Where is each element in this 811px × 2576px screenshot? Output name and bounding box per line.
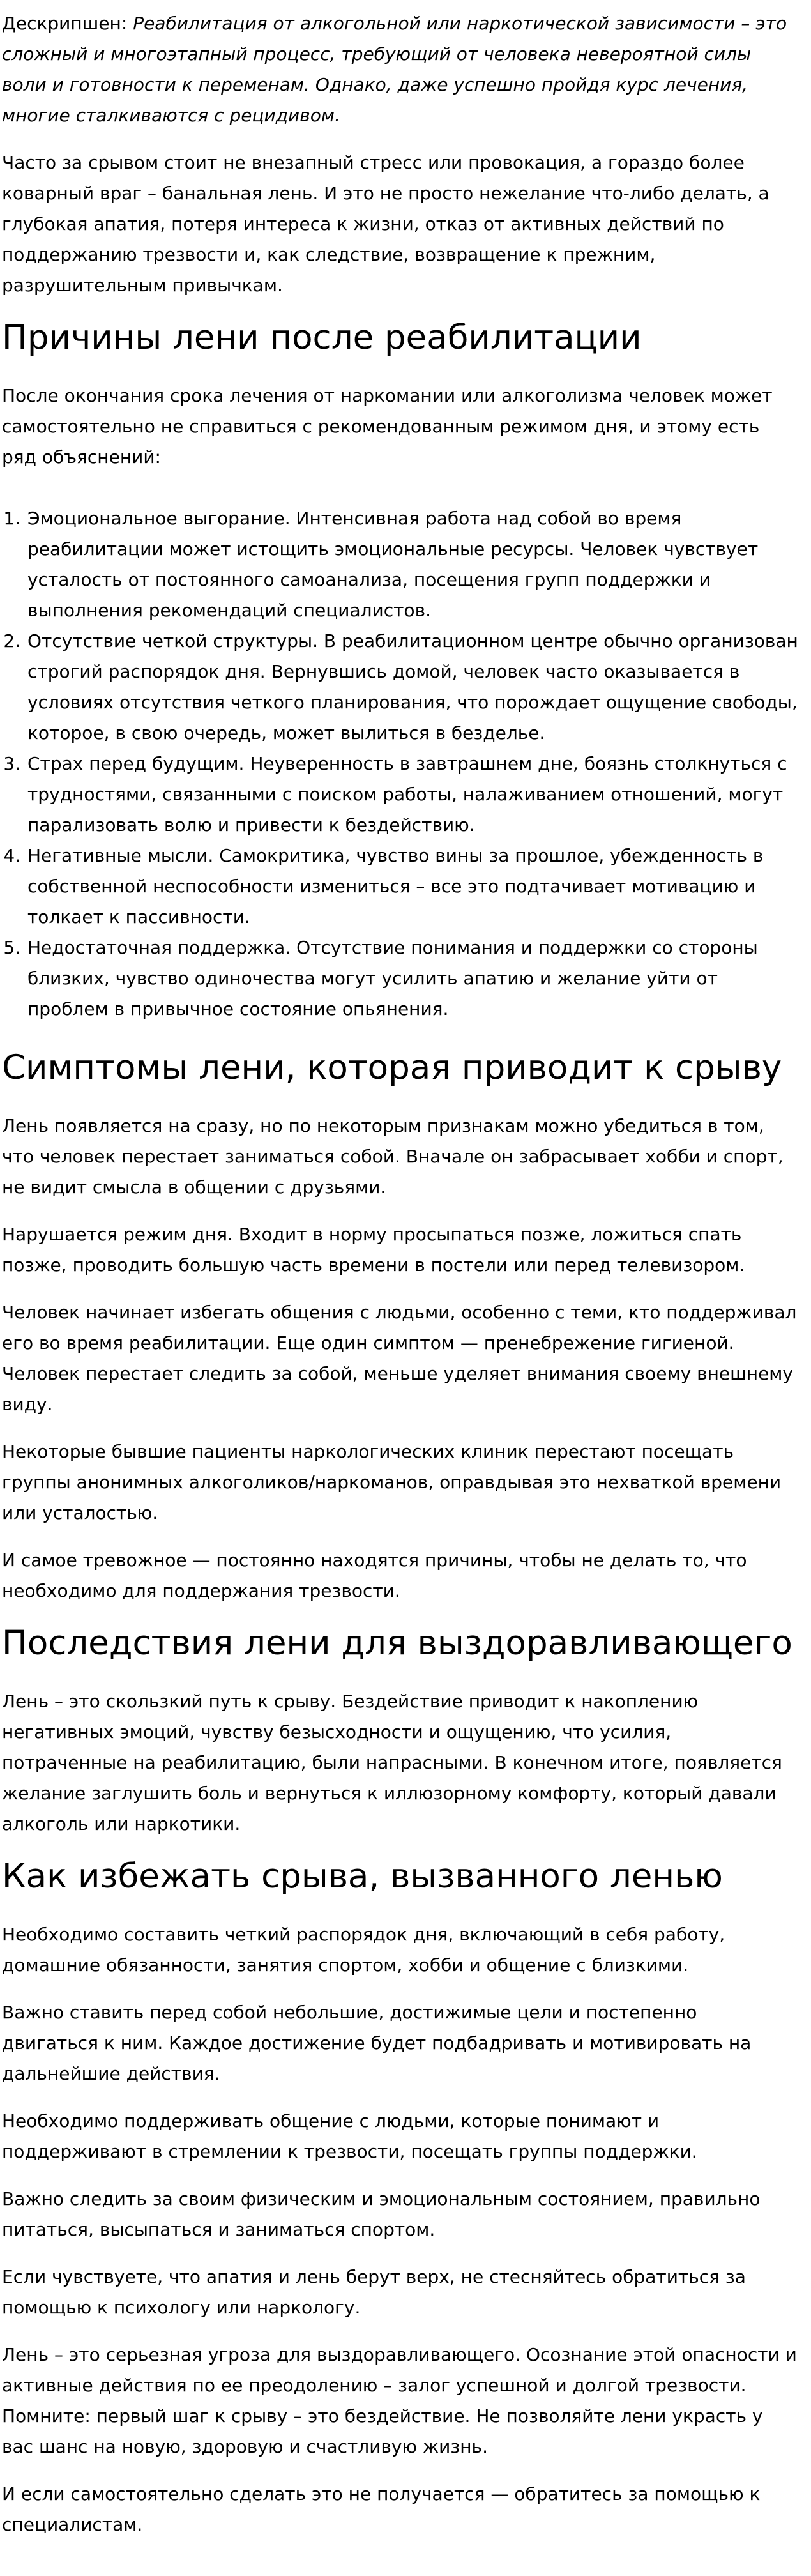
section-heading-causes: Причины лени после реабилитации [2, 318, 642, 357]
description-label: Дескрипшен: [2, 13, 133, 34]
list-item: 2. Отсутствие четкой структуры. В реабилитационном центре обычно организован строгий распорядок дня. Вернувшись домой, человек часто оказывается в условиях отсутствия четкого планирования, что порождает ощущение свободы, которое, в свою очередь, может вылиться в безделье. [26, 626, 798, 749]
paragraph: Если чувствуете, что апатия и лень берут верх, не стесняйтесь обратиться за помощью к психологу или наркологу. [2, 2266, 746, 2318]
causes-list [2, 503, 798, 1025]
paragraph: Необходимо составить четкий распорядок дня, включающий в себя работу, домашние обязанности, занятия спортом, хобби и общение с близкими. [2, 1924, 725, 1976]
paragraph: Нарушается режим дня. Входит в норму просыпаться позже, ложиться спать позже, проводить большую часть времени в постели или перед телевизором. [2, 1224, 745, 1276]
paragraph: И самое тревожное — постоянно находятся причины, чтобы не делать то, что необходимо для поддержания трезвости. [2, 1550, 747, 1601]
section-heading-avoid: Как избежать срыва, вызванного ленью [2, 1857, 723, 1896]
document-page [0, 8, 811, 2576]
paragraph: Лень – это скользкий путь к срыву. Бездействие приводит к накоплению негативных эмоций, чувству безысходности и ощущению, что усилия, потраченные на реабилитацию, были напрасными. В конечном итоге, появляется желание заглушить боль и вернуться к иллюзорному комфорту, который давали алкоголь или наркотики. [2, 1691, 782, 1834]
paragraph: Лень появляется на сразу, но по некоторым признакам можно убедиться в том, что человек перестает заниматься собой. Вначале он забрасывает хобби и спорт, не видит смысла в общении с друзьями. [2, 1115, 784, 1198]
paragraph: И если самостоятельно сделать это не получается — обратитесь за помощью к специалистам. [2, 2483, 761, 2535]
paragraph: Необходимо поддерживать общение с людьми, которые понимают и поддерживают в стремлении к трезвости, посещать группы поддержки. [2, 2110, 697, 2162]
list-item: 1. Эмоциональное выгорание. Интенсивная работа над собой во время реабилитации может истощить эмоциональные ресурсы. Человек чувствует усталость от постоянного самоанализа, посещения групп поддержки и выполнения рекомендаций специалистов. [26, 503, 798, 626]
paragraph: Некоторые бывшие пациенты наркологических клиник перестают посещать группы анонимных алкоголиков/наркоманов, оправдывая это нехваткой времени или усталостью. [2, 1441, 782, 1523]
causes-intro-paragraph: После окончания срока лечения от наркомании или алкоголизма человек может самостоятельно не справиться с рекомендованным режимом дня, и этому есть ряд объяснений: [2, 385, 773, 468]
intro-paragraph: Часто за срывом стоит не внезапный стресс или провокация, а гораздо более коварный враг – банальная лень. И это не просто нежелание что-либо делать, а глубокая апатия, потеря интереса к жизни, отказ от активных действий по поддержанию трезвости и, как следствие, возвращение к прежним, разрушительным привычкам. [2, 152, 769, 296]
section-heading-consequences: Последствия лени для выздоравливающего [2, 1624, 792, 1663]
list-item: 5. Недостаточная поддержка. Отсутствие понимания и поддержки со стороны близких, чувство одиночества могут усилить апатию и желание уйти от проблем в привычное состояние опьянения. [26, 933, 798, 1025]
description-italic-text: Реабилитация от алкогольной или наркотической зависимости – это сложный и многоэтапный процесс, требующий от человека невероятной силы воли и готовности к переменам. Однако, даже успешно пройдя курс лечения, многие сталкиваются с рецидивом. [2, 13, 787, 126]
paragraph: Важно следить за своим физическим и эмоциональным состоянием, правильно питаться, высыпаться и заниматься спортом. [2, 2188, 761, 2240]
description-paragraph [2, 8, 798, 131]
paragraph: Важно ставить перед собой небольшие, достижимые цели и постепенно двигаться к ним. Каждое достижение будет подбадривать и мотивировать на дальнейшие действия. [2, 2002, 752, 2084]
paragraph: Человек начинает избегать общения с людьми, особенно с теми, кто поддерживал его во время реабилитации. Еще один симптом — пренебрежение гигиеной. Человек перестает следить за собой, меньше уделяет внимания своему внешнему виду. [2, 1302, 797, 1415]
list-item: 4. Негативные мысли. Самокритика, чувство вины за прошлое, убежденность в собственной неспособности измениться – все это подтачивает мотивацию и толкает к пассивности. [26, 841, 798, 933]
paragraph: Лень – это серьезная угроза для выздоравливающего. Осознание этой опасности и активные действия по ее преодолению – залог успешной и долгой трезвости. Помните: первый шаг к срыву – это бездействие. Не позволяйте лени украсть у вас шанс на новую, здоровую и счастливую жизнь. [2, 2344, 797, 2457]
section-heading-symptoms: Симптомы лени, которая приводит к срыву [2, 1048, 782, 1087]
list-item: 3. Страх перед будущим. Неуверенность в завтрашнем дне, боязнь столкнуться с трудностями, связанными с поиском работы, налаживанием отношений, могут парализовать волю и привести к бездействию. [26, 749, 798, 841]
